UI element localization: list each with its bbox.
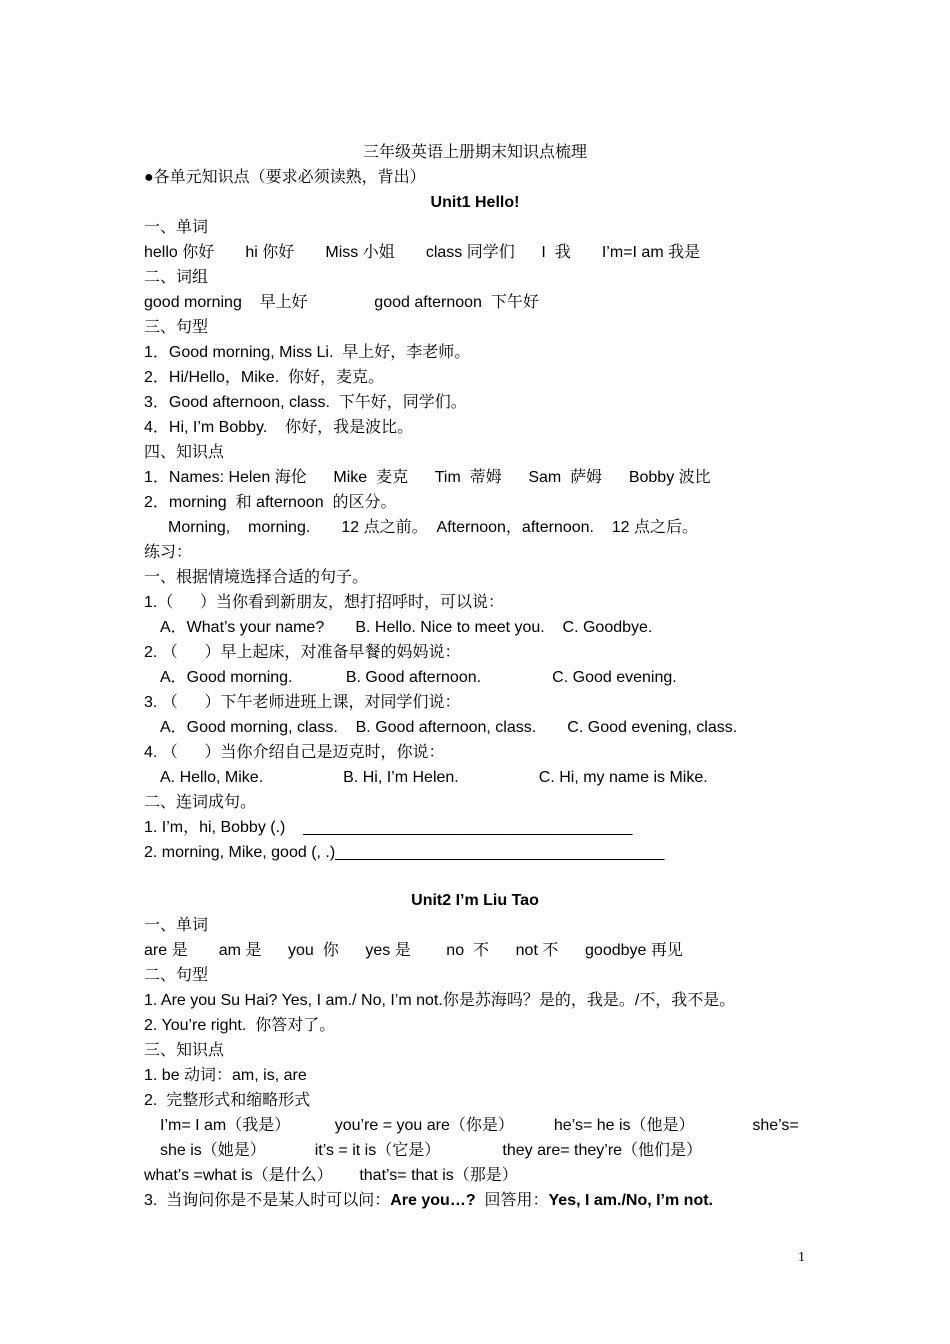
unit1-heading: Unit1 Hello!	[430, 194, 520, 211]
question-4: 4. （ ）当你介绍自己是迈克时，你说：	[144, 744, 445, 761]
question-1: 1.（ ）当你看到新朋友，想打招呼时，可以说：	[144, 594, 505, 611]
unit2-knowledge-2: 2. 完整形式和缩略形式	[144, 1092, 311, 1109]
unit1-sentence-4: 4．Hi, I’m Bobby. 你好，我是波比。	[144, 419, 414, 436]
question-3-options: A．Good morning, class. B. Good afternoon, class. C. Good evening, class.	[160, 719, 738, 736]
unit2-knowledge-1: 1. be 动词：am, is, are	[144, 1067, 307, 1084]
unit1-knowledge-2-detail: Morning, morning. 12 点之前。 Afternoon，afternoon. 12 点之后。	[168, 519, 698, 536]
question-1-options: A．What’s your name? B. Hello. Nice to meet you. C. Goodbye.	[160, 619, 653, 636]
practice-part-1: 一、根据情境选择合适的句子。	[144, 569, 369, 586]
unit1-sentence-2: 2．Hi/Hello，Mike. 你好，麦克。	[144, 369, 385, 386]
unit2-section-sentences: 二、句型	[144, 967, 209, 984]
unit2-knowledge-3	[144, 1191, 713, 1211]
practice-heading: 练习：	[144, 544, 193, 561]
unit1-section-sentences: 三、句型	[144, 319, 209, 336]
page-number: 1	[798, 1250, 805, 1265]
unit2-contractions-3: what’s =what is（是什么） that’s= that is（那是）	[144, 1167, 518, 1184]
question-4-options: A. Hello, Mike. B. Hi, I’m Helen. C. Hi, my name is Mike.	[160, 769, 708, 786]
practice-part-2: 二、连词成句。	[144, 794, 257, 811]
question-2-options: A．Good morning. B. Good afternoon. C. Good evening.	[160, 669, 677, 686]
unit1-section-words: 一、单词	[144, 219, 209, 236]
unit1-knowledge-2: 2．morning 和 afternoon 的区分。	[144, 494, 397, 511]
unit1-words: hello 你好 hi 你好 Miss 小姐 class 同学们 I 我 I’m=I am 我是	[144, 244, 701, 261]
compose-sentence-1: 1. I’m，hi, Bobby (.) _____________________________________	[144, 819, 633, 836]
unit2-heading: Unit2 I’m Liu Tao	[411, 892, 539, 909]
knowledge-3-answer: Yes, I am./No, I’m not.	[548, 1192, 713, 1209]
knowledge-3-prompt: 3. 当询问你是不是某人时可以问：	[144, 1192, 391, 1209]
unit1-section-phrases: 二、词组	[144, 269, 209, 286]
unit2-contractions-2: she is（她是） it’s = it is（它是） they are= they’re（他们是）	[160, 1142, 703, 1159]
unit2-sentence-1: 1. Are you Su Hai? Yes, I am./ No, I’m not.你是苏海吗？是的，我是。/不，我不是。	[144, 992, 736, 1009]
unit2-contractions-1: I’m= I am（我是） you’re = you are（你是） he’s= he is（他是） she’s=	[160, 1117, 799, 1134]
question-2: 2. （ ）早上起床，对准备早餐的妈妈说：	[144, 644, 461, 661]
unit1-section-knowledge: 四、知识点	[144, 444, 225, 461]
unit1-sentence-3: 3．Good afternoon, class. 下午好，同学们。	[144, 394, 467, 411]
question-3: 3. （ ）下午老师进班上课，对同学们说：	[144, 694, 461, 711]
unit1-phrases: good morning 早上好 good afternoon 下午好	[144, 294, 539, 311]
unit2-sentence-2: 2. You’re right. 你答对了。	[144, 1017, 336, 1034]
knowledge-3-answer-prompt: 回答用：	[475, 1192, 549, 1209]
intro-line: ●各单元知识点（要求必须读熟，背出）	[144, 169, 426, 186]
unit2-words: are 是 am 是 you 你 yes 是 no 不 not 不 goodbye 再见	[144, 942, 683, 959]
compose-sentence-2: 2. morning, Mike, good (, .)_____________________________________	[144, 844, 665, 861]
unit1-knowledge-1: 1．Names: Helen 海伦 Mike 麦克 Tim 蒂姆 Sam 萨姆 Bobby 波比	[144, 469, 711, 486]
knowledge-3-question: Are you…?	[390, 1192, 476, 1209]
unit2-section-knowledge: 三、知识点	[144, 1042, 225, 1059]
unit1-sentence-1: 1．Good morning, Miss Li. 早上好，李老师。	[144, 344, 471, 361]
unit2-section-words: 一、单词	[144, 917, 209, 934]
page-title: 三年级英语上册期末知识点梳理	[362, 144, 587, 161]
